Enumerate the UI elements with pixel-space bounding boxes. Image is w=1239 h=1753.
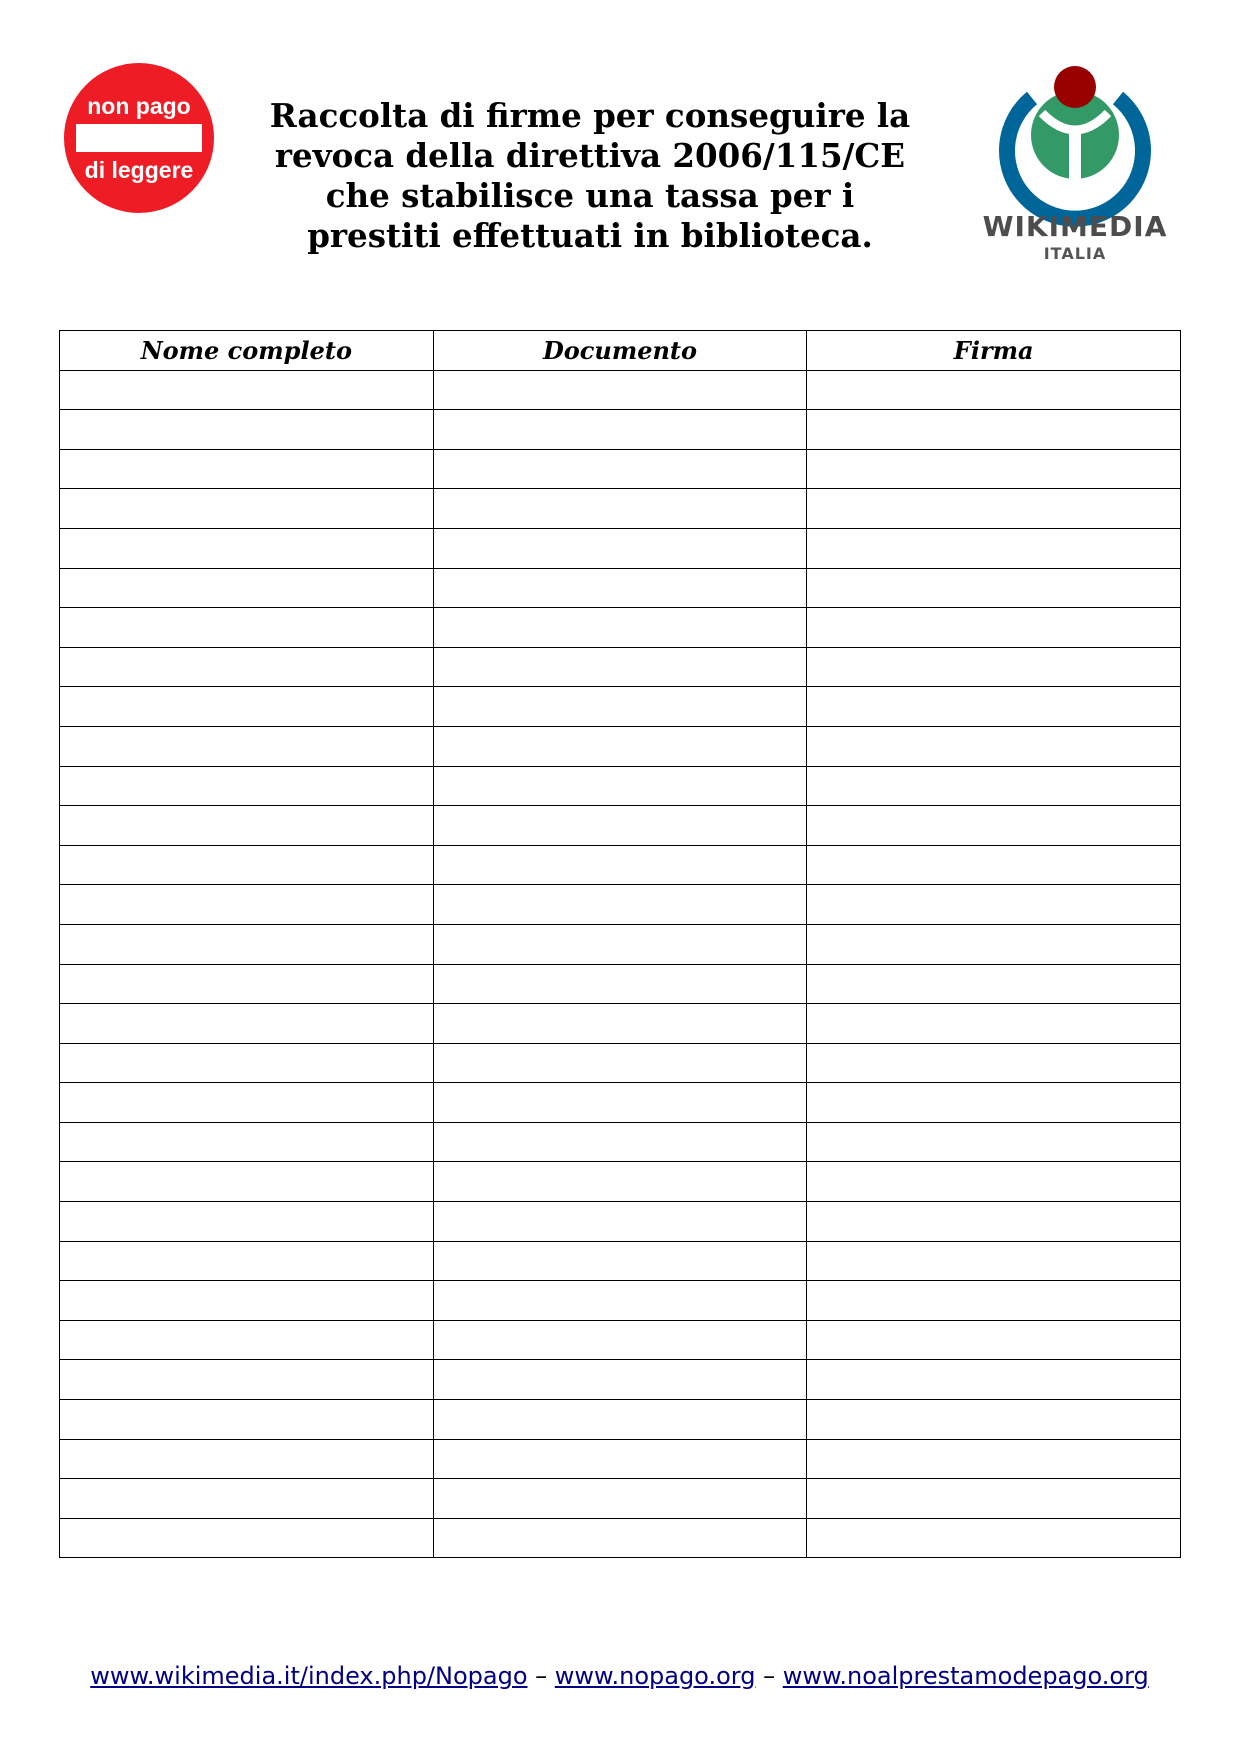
table-cell[interactable] <box>433 647 807 687</box>
wikimedia-stem-icon <box>1069 133 1081 183</box>
table-cell[interactable] <box>433 1320 807 1360</box>
table-cell[interactable] <box>807 1004 1181 1044</box>
table-cell[interactable] <box>60 1400 434 1440</box>
table-cell[interactable] <box>807 885 1181 925</box>
table-cell[interactable] <box>433 1281 807 1321</box>
table-cell[interactable] <box>807 1162 1181 1202</box>
table-cell[interactable] <box>433 370 807 410</box>
table-cell[interactable] <box>433 687 807 727</box>
table-cell[interactable] <box>433 885 807 925</box>
table-cell[interactable] <box>807 1360 1181 1400</box>
table-cell[interactable] <box>60 1439 434 1479</box>
table-cell[interactable] <box>60 885 434 925</box>
table-row <box>60 647 1181 687</box>
table-cell[interactable] <box>60 1281 434 1321</box>
logo-white-bar <box>76 124 202 152</box>
footer-link-wikimedia[interactable]: www.wikimedia.it/index.php/Nopago <box>90 1662 528 1690</box>
table-cell[interactable] <box>60 766 434 806</box>
table-row <box>60 1043 1181 1083</box>
table-cell[interactable] <box>60 1360 434 1400</box>
table-cell[interactable] <box>433 1122 807 1162</box>
table-cell[interactable] <box>807 924 1181 964</box>
table-cell[interactable] <box>433 1004 807 1044</box>
table-cell[interactable] <box>60 449 434 489</box>
title-line: prestiti effettuati in biblioteca. <box>307 216 873 255</box>
table-cell[interactable] <box>807 1043 1181 1083</box>
table-cell[interactable] <box>60 1479 434 1519</box>
table-cell[interactable] <box>433 806 807 846</box>
table-cell[interactable] <box>807 806 1181 846</box>
table-cell[interactable] <box>807 845 1181 885</box>
table-cell[interactable] <box>60 1241 434 1281</box>
table-cell[interactable] <box>807 1400 1181 1440</box>
column-header-nome: Nome completo <box>60 331 434 371</box>
table-cell[interactable] <box>60 687 434 727</box>
table-cell[interactable] <box>807 568 1181 608</box>
table-cell[interactable] <box>433 1439 807 1479</box>
table-row <box>60 410 1181 450</box>
table-cell[interactable] <box>807 1083 1181 1123</box>
table-cell[interactable] <box>60 647 434 687</box>
table-cell[interactable] <box>60 410 434 450</box>
table-cell[interactable] <box>60 608 434 648</box>
footer-links <box>0 1662 1239 1690</box>
footer-link-noalprestamodepago[interactable]: www.noalprestamodepago.org <box>782 1662 1149 1690</box>
table-row <box>60 687 1181 727</box>
table-cell[interactable] <box>807 1202 1181 1242</box>
title-line: Raccolta di firme per conseguire la <box>269 96 911 135</box>
table-header-row <box>60 331 1181 371</box>
table-cell[interactable] <box>807 1320 1181 1360</box>
table-row <box>60 1400 1181 1440</box>
table-cell[interactable] <box>433 924 807 964</box>
table-row <box>60 528 1181 568</box>
table-cell[interactable] <box>60 924 434 964</box>
table-row <box>60 1122 1181 1162</box>
table-cell[interactable] <box>60 1162 434 1202</box>
table-cell[interactable] <box>807 1241 1181 1281</box>
table-cell[interactable] <box>60 568 434 608</box>
wikimedia-dot-icon <box>1054 66 1096 108</box>
table-row <box>60 1202 1181 1242</box>
table-cell[interactable] <box>60 1320 434 1360</box>
table-cell[interactable] <box>60 1083 434 1123</box>
table-cell[interactable] <box>807 766 1181 806</box>
column-header-firma: Firma <box>807 331 1181 371</box>
table-cell[interactable] <box>807 449 1181 489</box>
table-cell[interactable] <box>433 845 807 885</box>
table-row <box>60 1281 1181 1321</box>
wikimedia-subtitle: ITALIA <box>1043 244 1107 263</box>
table-cell[interactable] <box>433 726 807 766</box>
table-row <box>60 1004 1181 1044</box>
table-cell[interactable] <box>433 1202 807 1242</box>
table-cell[interactable] <box>433 1518 807 1558</box>
table-cell[interactable] <box>433 1400 807 1440</box>
table-cell[interactable] <box>60 370 434 410</box>
table-row <box>60 449 1181 489</box>
table-cell[interactable] <box>807 1281 1181 1321</box>
table-cell[interactable] <box>433 410 807 450</box>
table-row <box>60 1479 1181 1519</box>
table-cell[interactable] <box>807 647 1181 687</box>
table-cell[interactable] <box>807 1518 1181 1558</box>
table-row <box>60 766 1181 806</box>
table-cell[interactable] <box>60 1518 434 1558</box>
table-row <box>60 806 1181 846</box>
table-row <box>60 1360 1181 1400</box>
table-cell[interactable] <box>60 528 434 568</box>
table-cell[interactable] <box>433 766 807 806</box>
table-cell[interactable] <box>807 726 1181 766</box>
table-cell[interactable] <box>807 370 1181 410</box>
table-cell[interactable] <box>807 687 1181 727</box>
logo-text-top: non pago <box>87 93 191 119</box>
table-row <box>60 1241 1181 1281</box>
page-title <box>240 96 940 256</box>
table-cell[interactable] <box>807 410 1181 450</box>
table-row <box>60 1518 1181 1558</box>
table-cell[interactable] <box>60 1122 434 1162</box>
table-cell[interactable] <box>60 726 434 766</box>
table-cell[interactable] <box>60 1202 434 1242</box>
table-body <box>60 370 1181 1558</box>
table-cell[interactable] <box>60 845 434 885</box>
table-row <box>60 489 1181 529</box>
table-cell[interactable] <box>807 528 1181 568</box>
table-cell[interactable] <box>807 1439 1181 1479</box>
table-cell[interactable] <box>807 608 1181 648</box>
table-cell[interactable] <box>433 1479 807 1519</box>
table-row <box>60 568 1181 608</box>
table-cell[interactable] <box>60 806 434 846</box>
table-cell[interactable] <box>433 964 807 1004</box>
table-cell[interactable] <box>433 608 807 648</box>
column-header-documento: Documento <box>433 331 807 371</box>
table-row <box>60 924 1181 964</box>
table-row <box>60 1162 1181 1202</box>
table-cell[interactable] <box>60 964 434 1004</box>
wikimedia-wordmark: WIKIMEDIA <box>982 210 1168 243</box>
table-cell[interactable] <box>807 1122 1181 1162</box>
table-row <box>60 726 1181 766</box>
table-row <box>60 608 1181 648</box>
table-cell[interactable] <box>433 1162 807 1202</box>
footer-separator: – <box>763 1662 783 1690</box>
table-cell[interactable] <box>433 568 807 608</box>
table-cell[interactable] <box>433 1241 807 1281</box>
table-cell[interactable] <box>807 489 1181 529</box>
footer-link-nopago[interactable]: www.nopago.org <box>554 1662 756 1690</box>
table-cell[interactable] <box>433 449 807 489</box>
table-cell[interactable] <box>60 1043 434 1083</box>
table-row <box>60 370 1181 410</box>
table-cell[interactable] <box>433 1360 807 1400</box>
title-line: revoca della direttiva 2006/115/CE <box>274 136 906 175</box>
table-cell[interactable] <box>433 1043 807 1083</box>
table-row <box>60 1083 1181 1123</box>
table-row <box>60 1439 1181 1479</box>
table-cell[interactable] <box>807 964 1181 1004</box>
table-cell[interactable] <box>60 1004 434 1044</box>
logo-text-bottom: di leggere <box>84 157 194 183</box>
table-cell[interactable] <box>433 1083 807 1123</box>
table-cell[interactable] <box>433 528 807 568</box>
table-row <box>60 885 1181 925</box>
title-line: che stabilisce una tassa per i <box>325 176 855 215</box>
table-cell[interactable] <box>60 489 434 529</box>
table-cell[interactable] <box>433 489 807 529</box>
table-row <box>60 845 1181 885</box>
non-pago-di-leggere-logo <box>63 62 215 214</box>
signature-table <box>59 330 1181 1558</box>
table-row <box>60 964 1181 1004</box>
footer-separator: – <box>535 1662 555 1690</box>
table-cell[interactable] <box>807 1479 1181 1519</box>
table-row <box>60 1320 1181 1360</box>
